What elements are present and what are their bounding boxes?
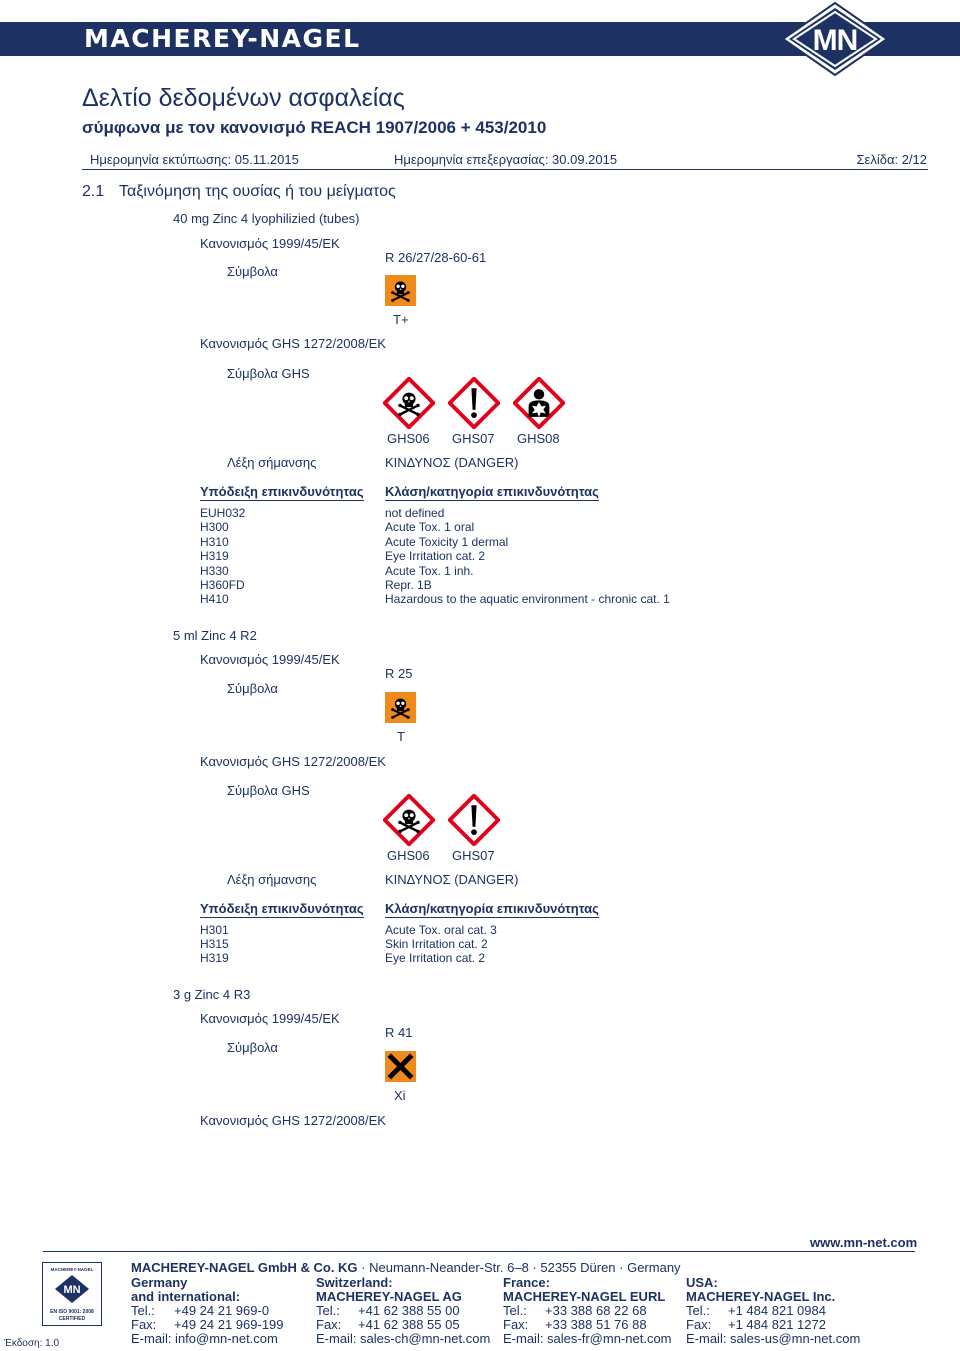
company-address — [131, 1260, 681, 1275]
hazard-code: H319 — [200, 951, 229, 965]
signal-word-label: Λέξη σήμανσης — [227, 455, 317, 470]
document-subtitle: σύμφωνα με τον κανονισμό REACH 1907/2006 + 453/2010 — [82, 118, 547, 137]
tel-label: Tel.: — [316, 1303, 340, 1318]
ghs-code: GHS06 — [387, 848, 430, 863]
office-name: and international: — [131, 1289, 241, 1304]
company-name: MACHEREY-NAGEL GmbH & Co. KG — [131, 1260, 358, 1275]
product-name: 5 ml Zinc 4 R2 — [173, 628, 257, 643]
hazard-code: H301 — [200, 923, 229, 937]
version-label: Έκδοση: 1.0 — [4, 1338, 60, 1349]
symbol-code: Xi — [394, 1088, 406, 1103]
regulation-1999-label: Κανονισμός 1999/45/ΕΚ — [200, 1011, 340, 1026]
signal-word: ΚΙΝΔΥΝΟΣ (DANGER) — [385, 455, 519, 470]
footer-divider — [43, 1251, 915, 1252]
hazard-class-header: Κλάση/κατηγορία επικινδυνότητας — [385, 484, 599, 499]
health-hazard-icon — [513, 377, 565, 429]
office-region: USA: — [686, 1275, 718, 1290]
tel-number: +1 484 821 0984 — [728, 1303, 826, 1318]
tel-label: Tel.: — [503, 1303, 527, 1318]
regulation-1999-label: Κανονισμός 1999/45/ΕΚ — [200, 652, 340, 667]
skull-crossbones-icon — [383, 794, 435, 846]
hazard-code: H410 — [200, 592, 229, 606]
email-link[interactable]: E-mail: sales-ch@mn-net.com — [316, 1331, 491, 1346]
tel-number: +41 62 388 55 00 — [358, 1303, 460, 1318]
hazard-code: H300 — [200, 520, 229, 534]
fax-label: Fax: — [316, 1317, 342, 1332]
email-link[interactable]: E-mail: sales-fr@mn-net.com — [503, 1331, 672, 1346]
signal-word: ΚΙΝΔΥΝΟΣ (DANGER) — [385, 872, 519, 887]
hazard-class: Acute Tox. 1 inh. — [385, 564, 474, 578]
symbol-code: T — [397, 729, 405, 744]
fax-label: Fax: — [686, 1317, 712, 1332]
hazard-code: H319 — [200, 549, 229, 563]
svg-text:CERTIFIED: CERTIFIED — [58, 1316, 86, 1322]
hazard-class: Repr. 1B — [385, 578, 432, 592]
product-name: 40 mg Zinc 4 lyophilizied (tubes) — [173, 211, 360, 226]
hazard-class: Eye Irritation cat. 2 — [385, 549, 486, 563]
symbol-code: T+ — [393, 312, 409, 327]
hazard-code: H310 — [200, 535, 229, 549]
regulation-1999-label: Κανονισμός 1999/45/ΕΚ — [200, 236, 340, 251]
fax-label: Fax: — [131, 1317, 157, 1332]
page-number: Σελίδα: 2/12 — [856, 152, 927, 167]
office-name: MACHEREY-NAGEL EURL — [503, 1289, 666, 1304]
brand-name: MACHEREY-NAGEL — [84, 24, 361, 53]
email-link[interactable]: E-mail: info@mn-net.com — [131, 1331, 278, 1346]
email-link[interactable]: E-mail: sales-us@mn-net.com — [686, 1331, 861, 1346]
exclamation-mark-icon — [448, 377, 500, 429]
header-divider — [82, 169, 928, 170]
iso-certificate-badge — [42, 1262, 102, 1326]
section-number: 2.1 — [82, 183, 105, 200]
hazard-class: Acute Tox. oral cat. 3 — [385, 923, 497, 937]
regulation-ghs-label: Κανονισμός GHS 1272/2008/ΕΚ — [200, 754, 386, 769]
hazard-statement-header: Υπόδειξη επικινδυνότητας — [200, 901, 364, 916]
hazard-code: H330 — [200, 564, 229, 578]
symbols-label: Σύμβολα — [227, 264, 278, 279]
mn-logo-icon — [781, 2, 889, 76]
svg-text:MACHEREY-NAGEL: MACHEREY-NAGEL — [50, 1267, 94, 1272]
r-phrases: R 25 — [385, 666, 413, 681]
toxic-orange-icon — [385, 275, 416, 306]
website-link[interactable]: www.mn-net.com — [810, 1235, 918, 1250]
section-title: Ταξινόμηση της ουσίας ή του μείγματος — [119, 183, 396, 200]
hazard-class-header: Κλάση/κατηγορία επικινδυνότητας — [385, 901, 599, 916]
signal-word-label: Λέξη σήμανσης — [227, 872, 317, 887]
regulation-ghs-label: Κανονισμός GHS 1272/2008/ΕΚ — [200, 1113, 386, 1128]
hazard-code: H315 — [200, 937, 229, 951]
hazard-code: H360FD — [200, 578, 245, 592]
hazard-class: Skin Irritation cat. 2 — [385, 937, 488, 951]
fax-number: +33 388 51 76 88 — [545, 1317, 647, 1332]
tel-number: +49 24 21 969-0 — [174, 1303, 270, 1318]
regulation-ghs-label: Κανονισμός GHS 1272/2008/ΕΚ — [200, 336, 386, 351]
symbols-ghs-label: Σύμβολα GHS — [227, 783, 310, 798]
r-phrases: R 41 — [385, 1025, 413, 1040]
svg-text:EN ISO 9001: 2008: EN ISO 9001: 2008 — [50, 1309, 94, 1315]
office-region: Switzerland: — [316, 1275, 393, 1290]
hazard-class: Acute Tox. 1 oral — [385, 520, 475, 534]
hazard-statement-header: Υπόδειξη επικινδυνότητας — [200, 484, 364, 499]
ghs-code: GHS07 — [452, 848, 495, 863]
symbols-ghs-label: Σύμβολα GHS — [227, 366, 310, 381]
skull-crossbones-icon — [383, 377, 435, 429]
hazard-class: Eye Irritation cat. 2 — [385, 951, 486, 965]
fax-label: Fax: — [503, 1317, 529, 1332]
office-name: MACHEREY-NAGEL Inc. — [686, 1289, 836, 1304]
hazard-class: Hazardous to the aquatic environment - chronic cat. 1 — [385, 592, 670, 606]
ghs-code: GHS06 — [387, 431, 430, 446]
fax-number: +49 24 21 969-199 — [174, 1317, 284, 1332]
fax-number: +1 484 821 1272 — [728, 1317, 826, 1332]
irritant-x-icon — [385, 1051, 416, 1082]
tel-label: Tel.: — [686, 1303, 710, 1318]
hazard-class: Acute Toxicity 1 dermal — [385, 535, 509, 549]
svg-text:MN: MN — [63, 1284, 81, 1296]
office-region: Germany — [131, 1275, 188, 1290]
ghs-code: GHS08 — [517, 431, 560, 446]
office-name: MACHEREY-NAGEL AG — [316, 1289, 462, 1304]
tel-number: +33 388 68 22 68 — [545, 1303, 647, 1318]
symbols-label: Σύμβολα — [227, 681, 278, 696]
logo-text: MN — [812, 24, 858, 57]
print-date: Ημερομηνία εκτύπωσης: 05.11.2015 — [90, 152, 299, 167]
document-title: Δελτίο δεδομένων ασφαλείας — [82, 84, 405, 112]
office-region: France: — [503, 1275, 550, 1290]
hazard-code: EUH032 — [200, 506, 246, 520]
address: · Neumann-Neander-Str. 6–8 · 52355 Düren · Germany — [357, 1260, 681, 1275]
hazard-class: not defined — [385, 506, 445, 520]
symbols-label: Σύμβολα — [227, 1040, 278, 1055]
r-phrases: R 26/27/28-60-61 — [385, 250, 487, 265]
toxic-orange-icon — [385, 692, 416, 723]
ghs-code: GHS07 — [452, 431, 495, 446]
tel-label: Tel.: — [131, 1303, 155, 1318]
revision-date: Ημερομηνία επεξεργασίας: 30.09.2015 — [394, 152, 618, 167]
fax-number: +41 62 388 55 05 — [358, 1317, 460, 1332]
exclamation-mark-icon — [448, 794, 500, 846]
product-name: 3 g Zinc 4 R3 — [173, 987, 251, 1002]
